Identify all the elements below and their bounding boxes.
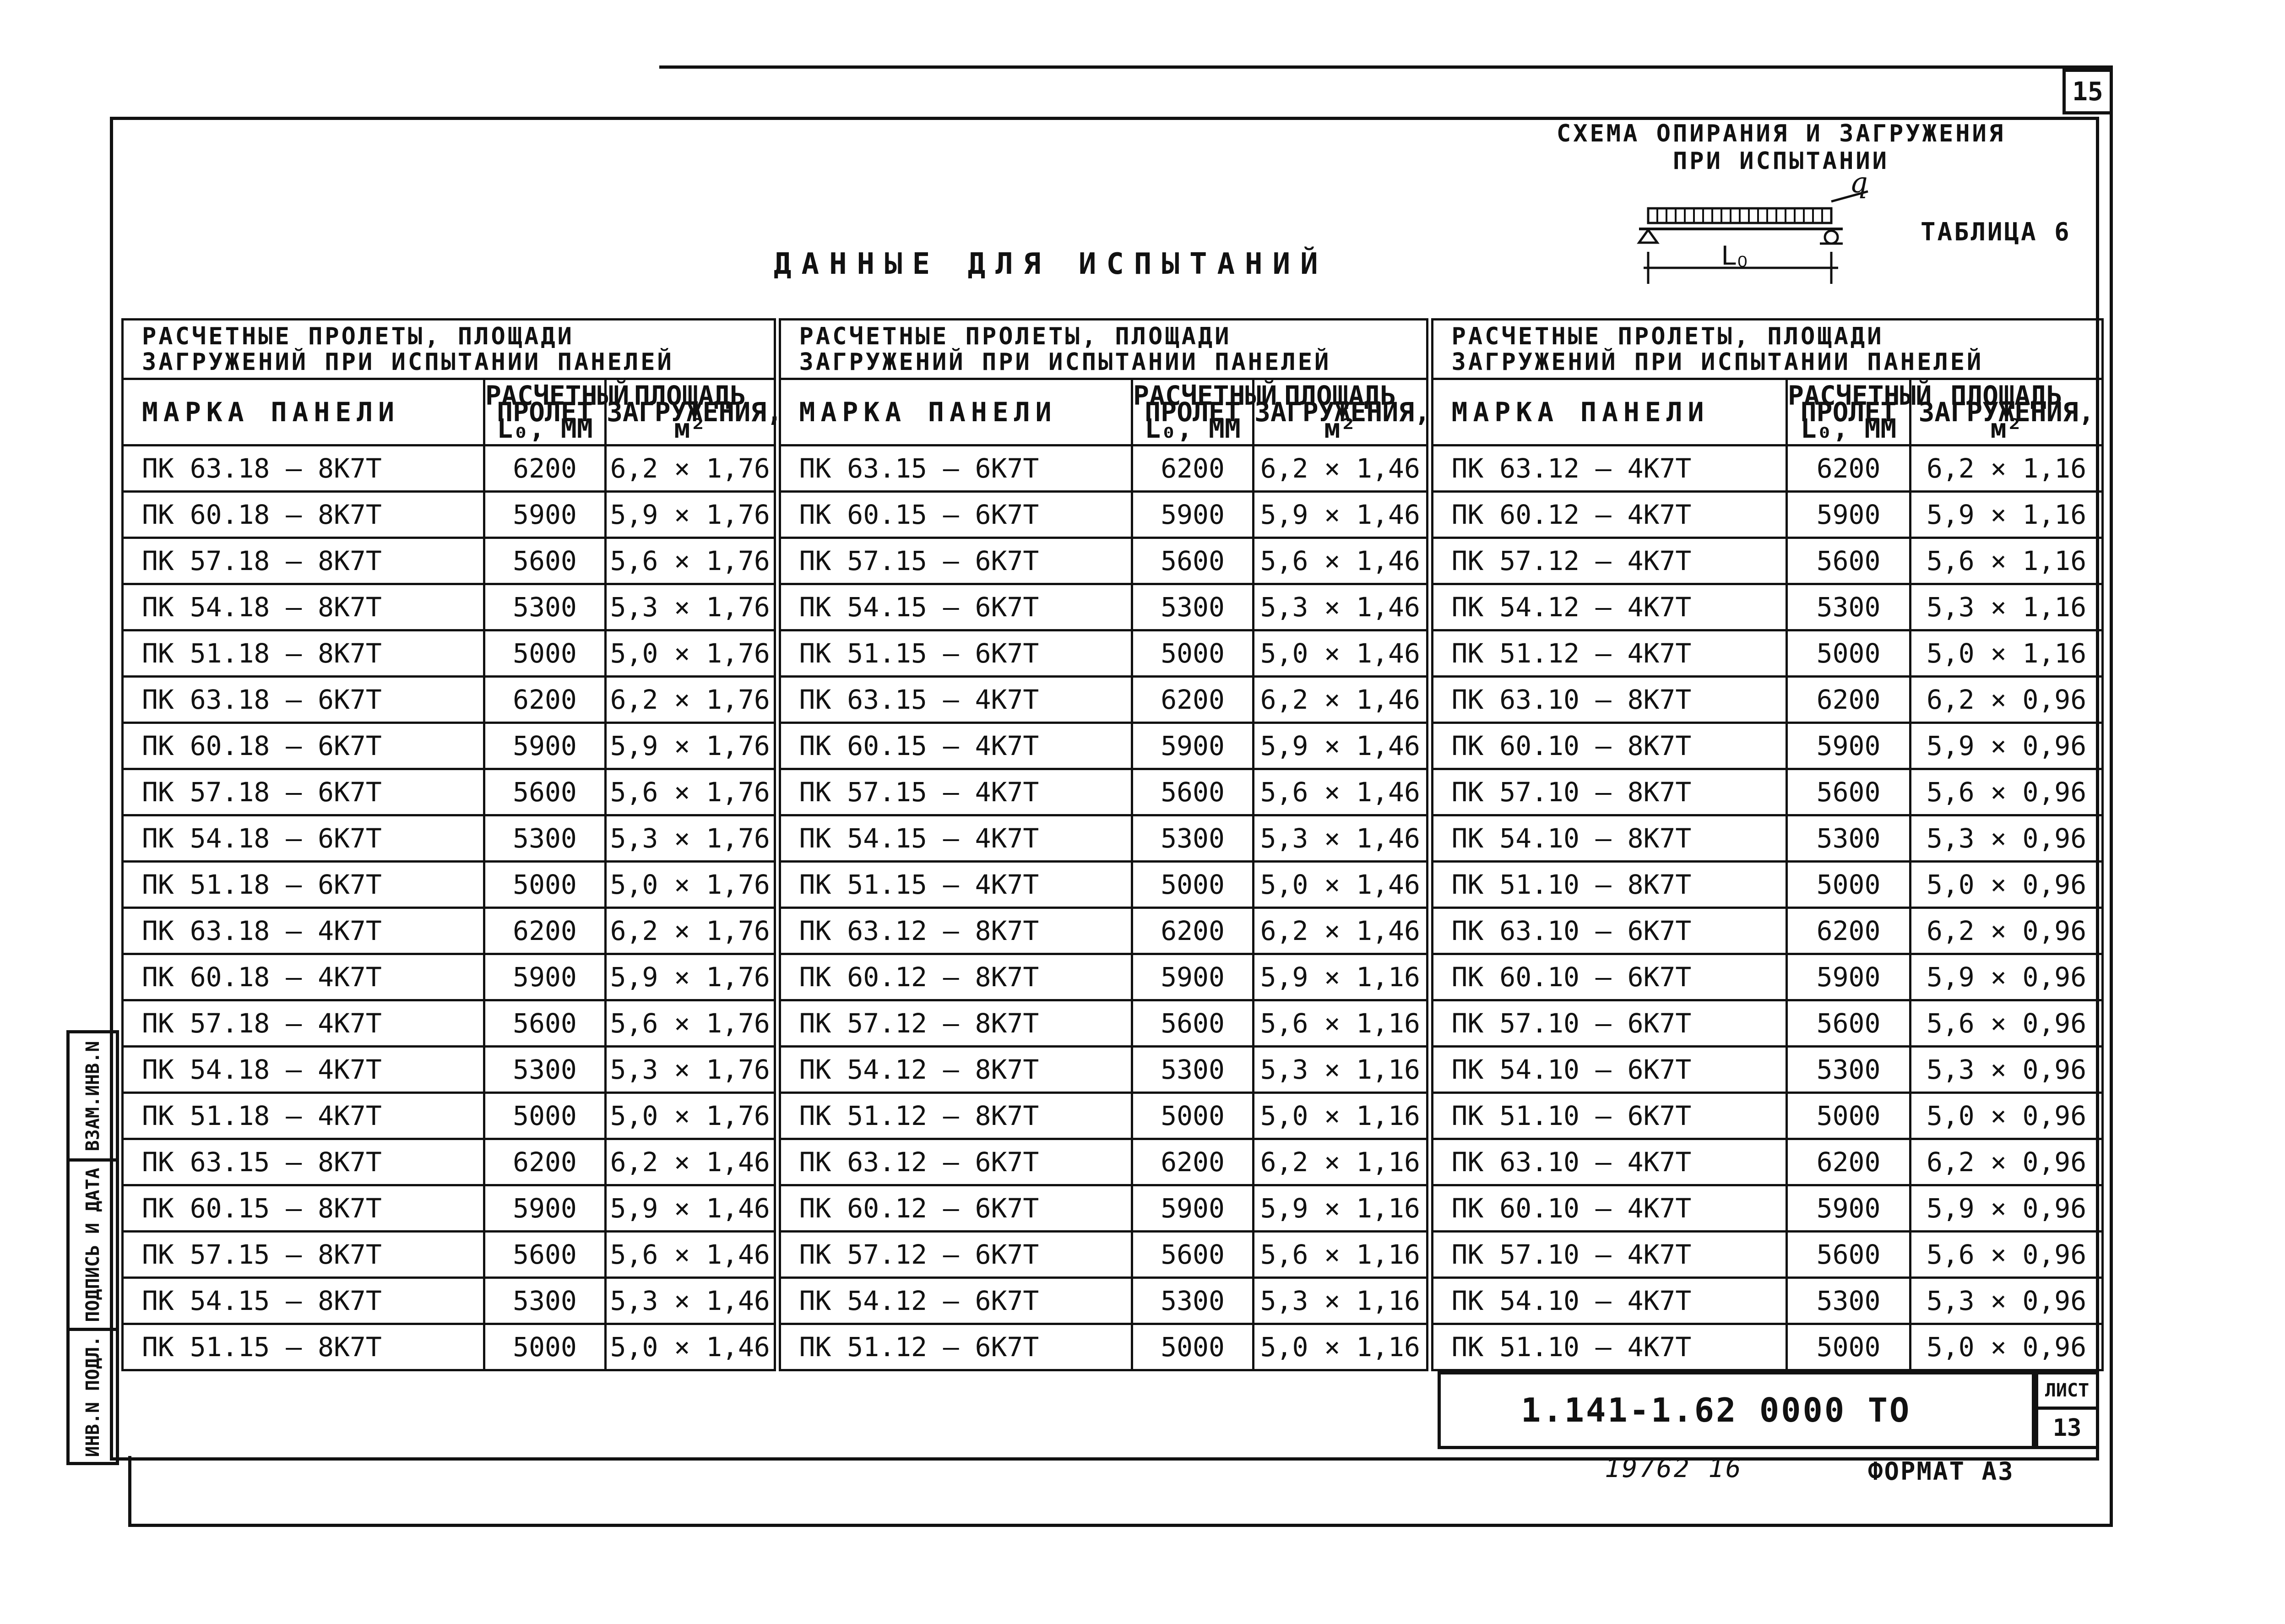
mark-cell: ПК 54.15 – 8К7Т xyxy=(123,1278,484,1324)
mark-cell: ПК 57.12 – 8К7Т xyxy=(777,1000,1132,1047)
mark-cell: ПК 57.10 – 6К7Т xyxy=(1430,1000,1787,1047)
mark-cell: ПК 54.10 – 4К7Т xyxy=(1430,1278,1787,1324)
area-cell: 5,0 × 0,96 xyxy=(1910,862,2103,908)
span-cell: 5600 xyxy=(1132,769,1254,815)
area-cell: 5,9 × 1,46 xyxy=(606,1185,777,1232)
side-cell-inventory xyxy=(70,1331,116,1462)
mark-cell: ПК 51.18 – 6К7Т xyxy=(123,862,484,908)
area-cell: 5,0 × 0,96 xyxy=(1910,1093,2103,1139)
header-area: ПЛОЩАДЬ ЗАГРУЖЕНИЯ, м² xyxy=(606,379,777,445)
span-cell: 6200 xyxy=(1132,445,1254,492)
span-cell: 5000 xyxy=(484,862,606,908)
right-border-line xyxy=(2110,65,2113,1524)
table-row xyxy=(123,954,2103,1000)
table-row xyxy=(123,1232,2103,1278)
area-cell: 5,9 × 1,76 xyxy=(606,492,777,538)
mark-cell: ПК 54.18 – 6К7Т xyxy=(123,815,484,862)
header-mark: МАРКА ПАНЕЛИ xyxy=(123,379,484,445)
area-cell: 5,6 × 1,16 xyxy=(1254,1232,1430,1278)
mark-cell: ПК 51.12 – 4К7Т xyxy=(1430,630,1787,677)
section-title-line2: ЗАГРУЖЕНИЙ ПРИ ИСПЫТАНИИ ПАНЕЛЕЙ xyxy=(142,348,674,376)
mark-cell: ПК 57.10 – 4К7Т xyxy=(1430,1232,1787,1278)
span-cell: 5300 xyxy=(1787,1278,1910,1324)
area-cell: 5,9 × 1,16 xyxy=(1254,1185,1430,1232)
span-cell: 5900 xyxy=(484,1185,606,1232)
span-cell: 5300 xyxy=(1132,1047,1254,1093)
table-row xyxy=(123,815,2103,862)
area-cell: 5,9 × 1,16 xyxy=(1254,954,1430,1000)
mark-cell: ПК 54.18 – 8К7Т xyxy=(123,584,484,630)
span-cell: 5000 xyxy=(1132,862,1254,908)
span-cell: 5900 xyxy=(484,954,606,1000)
span-cell: 5900 xyxy=(1787,723,1910,769)
span-cell: 5000 xyxy=(1132,1093,1254,1139)
area-cell: 5,3 × 1,16 xyxy=(1254,1278,1430,1324)
area-cell: 5,3 × 0,96 xyxy=(1910,1047,2103,1093)
area-cell: 6,2 × 1,16 xyxy=(1254,1139,1430,1185)
area-cell: 5,0 × 1,76 xyxy=(606,1093,777,1139)
header-span: РАСЧЕТНЫЙ ПРОЛЕТ L₀, ММ xyxy=(1787,379,1910,445)
mark-cell: ПК 63.12 – 4К7Т xyxy=(1430,445,1787,492)
section-title-line1: РАСЧЕТНЫЕ ПРОЛЕТЫ, ПЛОЩАДИ xyxy=(142,322,574,350)
span-cell: 5300 xyxy=(1132,1278,1254,1324)
mark-cell: ПК 57.10 – 8К7Т xyxy=(1430,769,1787,815)
span-cell: 5000 xyxy=(1787,1324,1910,1370)
span-cell: 6200 xyxy=(1132,677,1254,723)
mark-cell: ПК 63.15 – 8К7Т xyxy=(123,1139,484,1185)
span-cell: 5600 xyxy=(1132,538,1254,584)
table-row xyxy=(123,538,2103,584)
area-cell: 5,3 × 1,76 xyxy=(606,815,777,862)
mark-cell: ПК 63.10 – 4К7Т xyxy=(1430,1139,1787,1185)
span-cell: 5900 xyxy=(1787,492,1910,538)
header-mark: МАРКА ПАНЕЛИ xyxy=(1430,379,1787,445)
test-data-table xyxy=(121,318,2104,1371)
table-row xyxy=(123,1278,2103,1324)
mark-cell: ПК 57.15 – 8К7Т xyxy=(123,1232,484,1278)
area-cell: 5,0 × 0,96 xyxy=(1910,1324,2103,1370)
area-cell: 5,0 × 1,16 xyxy=(1254,1324,1430,1370)
mark-cell: ПК 63.15 – 4К7Т xyxy=(777,677,1132,723)
area-cell: 5,3 × 1,76 xyxy=(606,1047,777,1093)
header-area: ПЛОЩАДЬ ЗАГРУЖЕНИЯ, м² xyxy=(1910,379,2103,445)
span-cell: 5900 xyxy=(1787,1185,1910,1232)
sheet-number: 15 xyxy=(2062,69,2113,114)
area-cell: 5,6 × 1,46 xyxy=(1254,769,1430,815)
mark-cell: ПК 60.10 – 4К7Т xyxy=(1430,1185,1787,1232)
area-cell: 6,2 × 1,76 xyxy=(606,677,777,723)
scheme-title-line2: ПРИ ИСПЫТАНИИ xyxy=(1673,147,1889,175)
roller-support-icon xyxy=(1825,231,1838,244)
mark-cell: ПК 57.12 – 4К7Т xyxy=(1430,538,1787,584)
table-row xyxy=(123,769,2103,815)
table-row xyxy=(123,630,2103,677)
span-label: L₀ xyxy=(1721,240,1748,271)
side-cell-replacement xyxy=(70,1033,116,1162)
mark-cell: ПК 60.18 – 6К7Т xyxy=(123,723,484,769)
area-cell: 5,3 × 1,46 xyxy=(1254,584,1430,630)
area-cell: 6,2 × 1,76 xyxy=(606,445,777,492)
mark-cell: ПК 54.12 – 4К7Т xyxy=(1430,584,1787,630)
span-cell: 5300 xyxy=(484,815,606,862)
area-cell: 5,6 × 1,76 xyxy=(606,769,777,815)
span-cell: 5600 xyxy=(1787,1000,1910,1047)
span-cell: 5000 xyxy=(1787,862,1910,908)
span-cell: 5000 xyxy=(484,1324,606,1370)
mark-cell: ПК 51.15 – 8К7Т xyxy=(123,1324,484,1370)
span-cell: 5300 xyxy=(1787,815,1910,862)
span-cell: 5600 xyxy=(484,1000,606,1047)
mark-cell: ПК 51.12 – 6К7Т xyxy=(777,1324,1132,1370)
table-row xyxy=(123,1185,2103,1232)
header-span: РАСЧЕТНЫЙ ПРОЛЕТ L₀, ММ xyxy=(484,379,606,445)
side-label-signature: ПОДПИСЬ И ДАТА xyxy=(82,1167,103,1322)
mark-cell: ПК 54.15 – 6К7Т xyxy=(777,584,1132,630)
span-cell: 5900 xyxy=(1132,1185,1254,1232)
span-cell: 5300 xyxy=(484,1047,606,1093)
mark-cell: ПК 60.10 – 6К7Т xyxy=(1430,954,1787,1000)
area-cell: 5,0 × 1,46 xyxy=(1254,630,1430,677)
area-cell: 5,0 × 1,16 xyxy=(1254,1093,1430,1139)
span-cell: 6200 xyxy=(484,908,606,954)
mark-cell: ПК 51.15 – 4К7Т xyxy=(777,862,1132,908)
loading-scheme-diagram xyxy=(1630,166,1886,293)
mark-cell: ПК 51.18 – 4К7Т xyxy=(123,1093,484,1139)
span-cell: 5900 xyxy=(1132,723,1254,769)
area-cell: 5,3 × 0,96 xyxy=(1910,815,2103,862)
area-cell: 5,3 × 1,46 xyxy=(1254,815,1430,862)
span-cell: 5900 xyxy=(484,492,606,538)
table-row xyxy=(123,1139,2103,1185)
mark-cell: ПК 57.18 – 6К7Т xyxy=(123,769,484,815)
span-cell: 5900 xyxy=(1787,954,1910,1000)
span-cell: 6200 xyxy=(1787,677,1910,723)
area-cell: 5,3 × 1,16 xyxy=(1254,1047,1430,1093)
mark-cell: ПК 51.15 – 6К7Т xyxy=(777,630,1132,677)
table-label: ТАБЛИЦА 6 xyxy=(1921,217,2071,246)
area-cell: 5,6 × 1,46 xyxy=(606,1232,777,1278)
mark-cell: ПК 60.12 – 4К7Т xyxy=(1430,492,1787,538)
table-row xyxy=(123,1000,2103,1047)
mark-cell: ПК 57.12 – 6К7Т xyxy=(777,1232,1132,1278)
mark-cell: ПК 63.12 – 8К7Т xyxy=(777,908,1132,954)
span-cell: 5000 xyxy=(484,630,606,677)
span-cell: 5300 xyxy=(484,584,606,630)
span-cell: 5600 xyxy=(1132,1000,1254,1047)
side-label-replacement: ВЗАМ.ИНВ.N xyxy=(82,1041,103,1151)
span-cell: 5000 xyxy=(1787,1093,1910,1139)
title-block-sheet xyxy=(2035,1371,2099,1449)
span-cell: 5600 xyxy=(1787,769,1910,815)
side-label-inventory: ИНВ.N ПОДЛ. xyxy=(82,1336,103,1457)
area-cell: 5,9 × 0,96 xyxy=(1910,954,2103,1000)
mark-cell: ПК 57.15 – 4К7Т xyxy=(777,769,1132,815)
span-cell: 5300 xyxy=(1787,584,1910,630)
area-cell: 5,6 × 1,16 xyxy=(1910,538,2103,584)
mark-cell: ПК 54.12 – 8К7Т xyxy=(777,1047,1132,1093)
area-cell: 5,9 × 0,96 xyxy=(1910,1185,2103,1232)
mark-cell: ПК 60.15 – 8К7Т xyxy=(123,1185,484,1232)
area-cell: 5,6 × 0,96 xyxy=(1910,1000,2103,1047)
mark-cell: ПК 63.15 – 6К7Т xyxy=(777,445,1132,492)
span-cell: 5900 xyxy=(1132,492,1254,538)
area-cell: 5,9 × 0,96 xyxy=(1910,723,2103,769)
mark-cell: ПК 60.12 – 6К7Т xyxy=(777,1185,1132,1232)
sheet-label: ЛИСТ xyxy=(2038,1374,2096,1410)
side-stamp xyxy=(66,1030,119,1465)
scheme-title-line1: СХЕМА ОПИРАНИЯ И ЗАГРУЖЕНИЯ xyxy=(1556,120,2006,147)
header-span: РАСЧЕТНЫЙ ПРОЛЕТ L₀, ММ xyxy=(1132,379,1254,445)
area-cell: 6,2 × 1,46 xyxy=(606,1139,777,1185)
area-cell: 5,6 × 1,46 xyxy=(1254,538,1430,584)
span-cell: 5600 xyxy=(1132,1232,1254,1278)
mark-cell: ПК 54.12 – 6К7Т xyxy=(777,1278,1132,1324)
area-cell: 5,3 × 1,16 xyxy=(1910,584,2103,630)
span-cell: 5600 xyxy=(484,769,606,815)
top-border-line xyxy=(659,65,2113,69)
table-row xyxy=(123,1324,2103,1370)
section-title-line2: ЗАГРУЖЕНИЙ ПРИ ИСПЫТАНИИ ПАНЕЛЕЙ xyxy=(1451,348,1984,376)
span-cell: 5000 xyxy=(484,1093,606,1139)
left-margin-line xyxy=(128,1456,131,1527)
span-cell: 5600 xyxy=(1787,538,1910,584)
area-cell: 6,2 × 1,16 xyxy=(1910,445,2103,492)
load-hatch-lines xyxy=(1657,208,1822,223)
area-cell: 5,3 × 0,96 xyxy=(1910,1278,2103,1324)
column-header-row xyxy=(123,379,2103,445)
span-cell: 5900 xyxy=(1132,954,1254,1000)
mark-cell: ПК 54.10 – 8К7Т xyxy=(1430,815,1787,862)
mark-cell: ПК 51.10 – 8К7Т xyxy=(1430,862,1787,908)
area-cell: 6,2 × 1,46 xyxy=(1254,677,1430,723)
mark-cell: ПК 57.18 – 8К7Т xyxy=(123,538,484,584)
area-cell: 5,0 × 1,76 xyxy=(606,630,777,677)
span-cell: 6200 xyxy=(1787,1139,1910,1185)
mark-cell: ПК 63.10 – 6К7Т xyxy=(1430,908,1787,954)
area-cell: 5,0 × 1,16 xyxy=(1910,630,2103,677)
area-cell: 6,2 × 1,46 xyxy=(1254,908,1430,954)
table-row xyxy=(123,908,2103,954)
span-cell: 6200 xyxy=(484,677,606,723)
section-title-line1: РАСЧЕТНЫЕ ПРОЛЕТЫ, ПЛОЩАДИ xyxy=(1451,322,1884,350)
mark-cell: ПК 57.18 – 4К7Т xyxy=(123,1000,484,1047)
area-cell: 5,6 × 0,96 xyxy=(1910,769,2103,815)
span-cell: 5900 xyxy=(484,723,606,769)
scheme-title xyxy=(1541,120,2021,175)
mark-cell: ПК 51.12 – 8К7Т xyxy=(777,1093,1132,1139)
mark-cell: ПК 63.18 – 8К7Т xyxy=(123,445,484,492)
section-header-row xyxy=(123,320,2103,379)
area-cell: 6,2 × 1,46 xyxy=(1254,445,1430,492)
table-row xyxy=(123,677,2103,723)
table-row xyxy=(123,584,2103,630)
section-title xyxy=(123,320,777,379)
main-title: ДАННЫЕ ДЛЯ ИСПЫТАНИЙ xyxy=(774,247,1328,281)
table-row xyxy=(123,723,2103,769)
span-cell: 6200 xyxy=(1132,908,1254,954)
section-title xyxy=(777,320,1430,379)
mark-cell: ПК 63.12 – 6К7Т xyxy=(777,1139,1132,1185)
span-cell: 5300 xyxy=(1787,1047,1910,1093)
span-cell: 6200 xyxy=(1787,908,1910,954)
section-title-line1: РАСЧЕТНЫЕ ПРОЛЕТЫ, ПЛОЩАДИ xyxy=(799,322,1232,350)
archive-number: 19762 16 xyxy=(1605,1454,1743,1483)
mark-cell: ПК 63.18 – 4К7Т xyxy=(123,908,484,954)
area-cell: 5,9 × 1,16 xyxy=(1910,492,2103,538)
span-cell: 6200 xyxy=(1132,1139,1254,1185)
area-cell: 5,9 × 1,46 xyxy=(1254,492,1430,538)
mark-cell: ПК 54.10 – 6К7Т xyxy=(1430,1047,1787,1093)
area-cell: 5,6 × 0,96 xyxy=(1910,1232,2103,1278)
pinned-support-icon xyxy=(1639,230,1657,243)
mark-cell: ПК 54.18 – 4К7Т xyxy=(123,1047,484,1093)
span-cell: 5600 xyxy=(484,1232,606,1278)
span-cell: 6200 xyxy=(1787,445,1910,492)
mark-cell: ПК 60.18 – 8К7Т xyxy=(123,492,484,538)
area-cell: 5,9 × 1,46 xyxy=(1254,723,1430,769)
area-cell: 5,0 × 1,46 xyxy=(1254,862,1430,908)
mark-cell: ПК 51.10 – 6К7Т xyxy=(1430,1093,1787,1139)
header-mark: МАРКА ПАНЕЛИ xyxy=(777,379,1132,445)
area-cell: 5,6 × 1,16 xyxy=(1254,1000,1430,1047)
table-row xyxy=(123,492,2103,538)
area-cell: 5,3 × 1,76 xyxy=(606,584,777,630)
mark-cell: ПК 63.10 – 8К7Т xyxy=(1430,677,1787,723)
area-cell: 5,6 × 1,76 xyxy=(606,1000,777,1047)
span-cell: 6200 xyxy=(484,1139,606,1185)
side-cell-signature xyxy=(70,1162,116,1331)
mark-cell: ПК 51.10 – 4К7Т xyxy=(1430,1324,1787,1370)
span-cell: 5600 xyxy=(484,538,606,584)
table-row xyxy=(123,445,2103,492)
section-title-line2: ЗАГРУЖЕНИЙ ПРИ ИСПЫТАНИИ ПАНЕЛЕЙ xyxy=(799,348,1331,376)
span-cell: 5000 xyxy=(1132,630,1254,677)
area-cell: 6,2 × 0,96 xyxy=(1910,1139,2103,1185)
area-cell: 5,9 × 1,76 xyxy=(606,723,777,769)
mark-cell: ПК 60.18 – 4К7Т xyxy=(123,954,484,1000)
span-cell: 6200 xyxy=(484,445,606,492)
span-cell: 5300 xyxy=(1132,815,1254,862)
span-cell: 5000 xyxy=(1787,630,1910,677)
area-cell: 5,0 × 1,76 xyxy=(606,862,777,908)
area-cell: 5,3 × 1,46 xyxy=(606,1278,777,1324)
span-cell: 5600 xyxy=(1787,1232,1910,1278)
span-cell: 5300 xyxy=(1132,584,1254,630)
table-row xyxy=(123,862,2103,908)
mark-cell: ПК 51.18 – 8К7Т xyxy=(123,630,484,677)
span-cell: 5000 xyxy=(1132,1324,1254,1370)
title-block-designation: 1.141-1.62 0000 ТО xyxy=(1438,1371,2035,1449)
area-cell: 6,2 × 0,96 xyxy=(1910,908,2103,954)
area-cell: 6,2 × 1,76 xyxy=(606,908,777,954)
mark-cell: ПК 63.18 – 6К7Т xyxy=(123,677,484,723)
table-row xyxy=(123,1093,2103,1139)
mark-cell: ПК 57.15 – 6К7Т xyxy=(777,538,1132,584)
mark-cell: ПК 60.12 – 8К7Т xyxy=(777,954,1132,1000)
area-cell: 5,6 × 1,76 xyxy=(606,538,777,584)
area-cell: 5,9 × 1,76 xyxy=(606,954,777,1000)
table-row xyxy=(123,1047,2103,1093)
area-cell: 6,2 × 0,96 xyxy=(1910,677,2103,723)
paper-format: ФОРМАТ А3 xyxy=(1868,1457,2014,1486)
section-title xyxy=(1430,320,2103,379)
sheet-number-value: 13 xyxy=(2052,1414,2082,1442)
header-area: ПЛОЩАДЬ ЗАГРУЖЕНИЯ, м² xyxy=(1254,379,1430,445)
mark-cell: ПК 54.15 – 4К7Т xyxy=(777,815,1132,862)
mark-cell: ПК 60.15 – 6К7Т xyxy=(777,492,1132,538)
span-cell: 5300 xyxy=(484,1278,606,1324)
load-label: q xyxy=(1850,166,1868,199)
bottom-border-line xyxy=(128,1524,2113,1527)
mark-cell: ПК 60.15 – 4К7Т xyxy=(777,723,1132,769)
mark-cell: ПК 60.10 – 8К7Т xyxy=(1430,723,1787,769)
area-cell: 5,0 × 1,46 xyxy=(606,1324,777,1370)
